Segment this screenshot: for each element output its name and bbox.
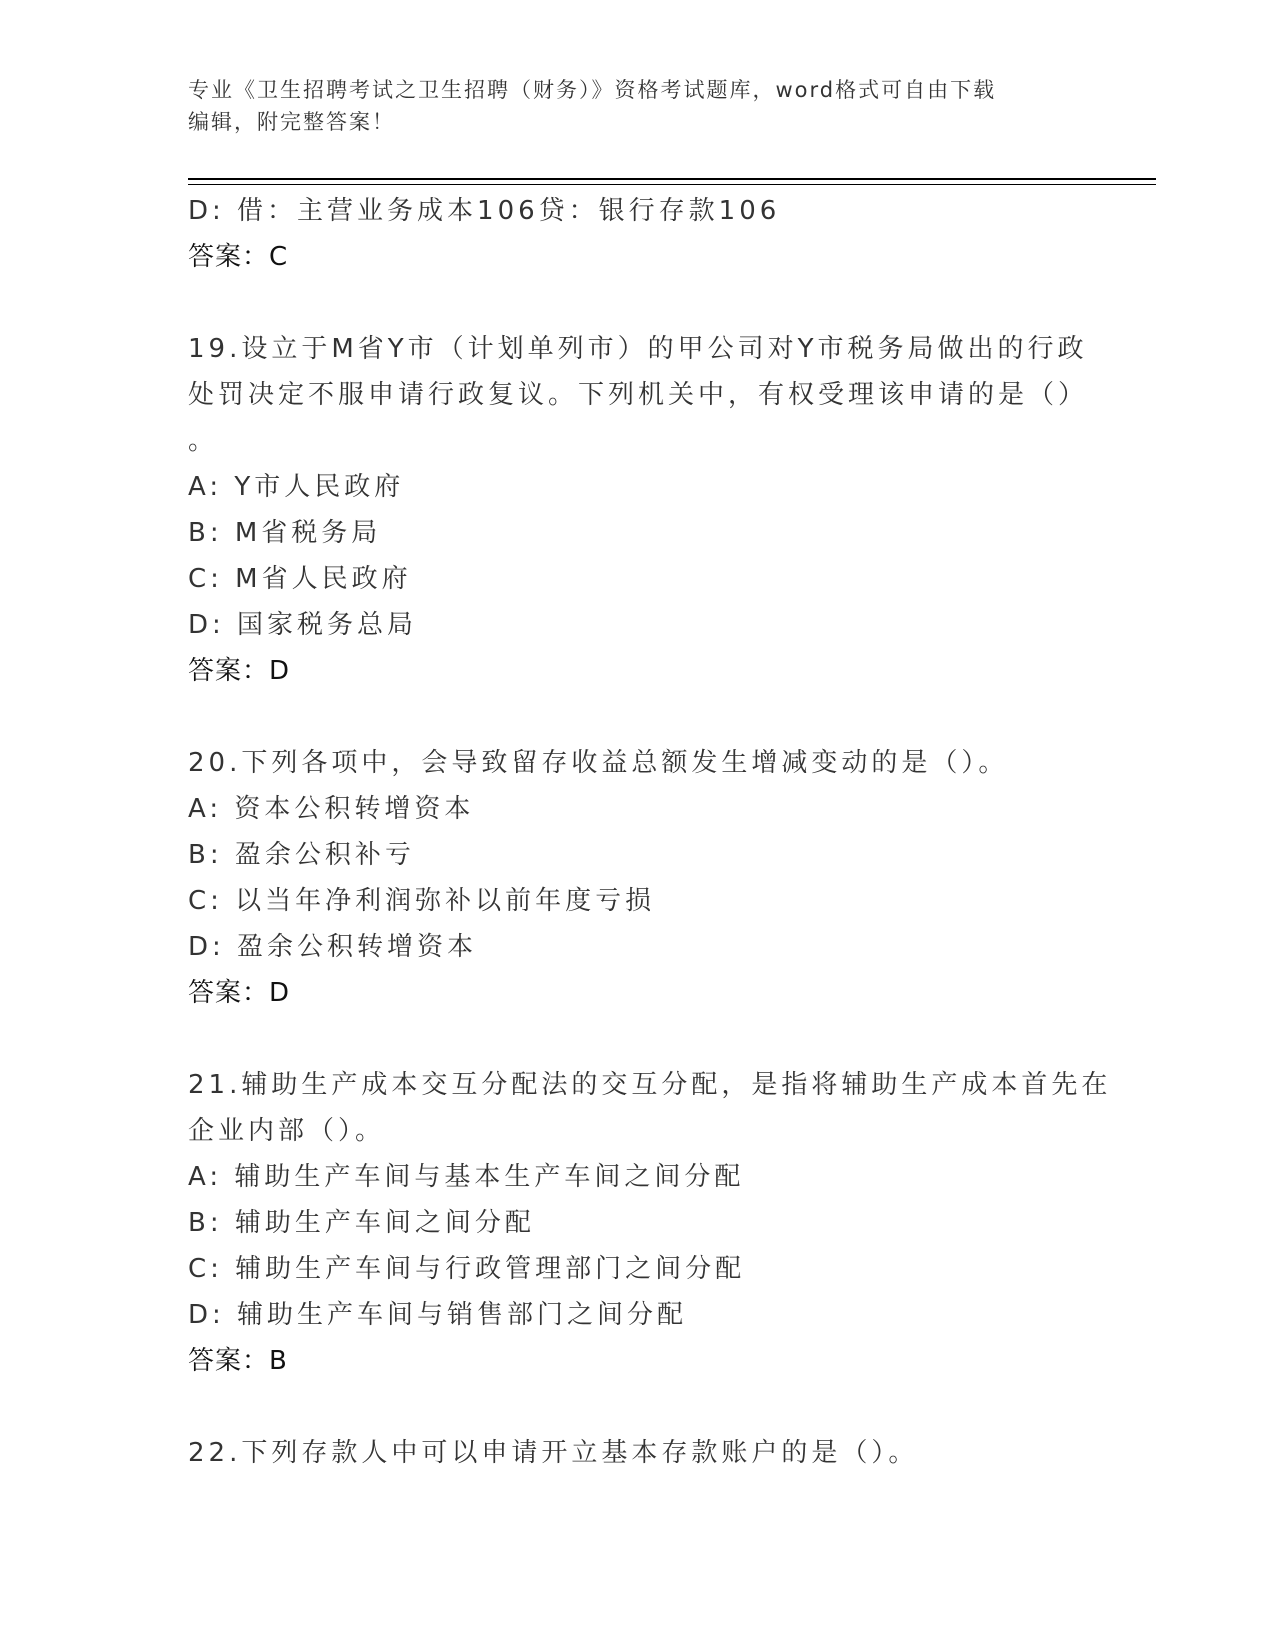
question-stem-line: 。 [188, 426, 219, 456]
question-stem-line: 企业内部（）。 [188, 1116, 386, 1146]
answer-line: 答案：B [188, 1346, 288, 1376]
question-stem-line: 21.辅助生产成本交互分配法的交互分配，是指将辅助生产成本首先在 [188, 1070, 1112, 1100]
option-b: B: M省税务局 [188, 518, 382, 548]
option-d: D: 辅助生产车间与销售部门之间分配 [188, 1300, 688, 1330]
question-19 [188, 326, 1088, 694]
option-d: D: 借：主营业务成本106贷：银行存款106 [188, 196, 781, 226]
document-header [188, 74, 1088, 138]
question-stem-line: 22.下列存款人中可以申请开立基本存款账户的是（）。 [188, 1438, 919, 1468]
header-rule-thick [188, 178, 1156, 180]
option-d: D: 盈余公积转增资本 [188, 932, 478, 962]
answer-line: 答案：D [188, 978, 291, 1008]
option-a: A: 辅助生产车间与基本生产车间之间分配 [188, 1162, 745, 1192]
question-stem-line: 处罚决定不服申请行政复议。下列机关中，有权受理该申请的是（） [188, 380, 1089, 410]
question-20 [188, 740, 1088, 1016]
option-b: B: 盈余公积补亏 [188, 840, 415, 870]
option-a: A: Y市人民政府 [188, 472, 405, 502]
question-stem-line: 19.设立于M省Y市（计划单列市）的甲公司对Y市税务局做出的行政 [188, 334, 1088, 364]
question-stem-line: 20.下列各项中，会导致留存收益总额发生增减变动的是（）。 [188, 748, 1009, 778]
question-list [188, 188, 1112, 1476]
option-c: C: 辅助生产车间与行政管理部门之间分配 [188, 1254, 746, 1284]
option-c: C: M省人民政府 [188, 564, 412, 594]
question-21 [188, 1062, 1112, 1384]
question-22 [188, 1430, 1088, 1476]
answer-line: 答案：C [188, 242, 289, 272]
answer-line: 答案：D [188, 656, 291, 686]
header-line-2: 编辑，附完整答案！ [188, 110, 395, 134]
previous-question-tail [188, 188, 1088, 280]
header-line-1: 专业《卫生招聘考试之卫生招聘（财务）》资格考试题库，word格式可自由下载 [188, 78, 997, 102]
option-d: D: 国家税务总局 [188, 610, 418, 640]
header-rule-thin [188, 184, 1156, 185]
option-a: A: 资本公积转增资本 [188, 794, 475, 824]
option-b: B: 辅助生产车间之间分配 [188, 1208, 535, 1238]
option-c: C: 以当年净利润弥补以前年度亏损 [188, 886, 656, 916]
